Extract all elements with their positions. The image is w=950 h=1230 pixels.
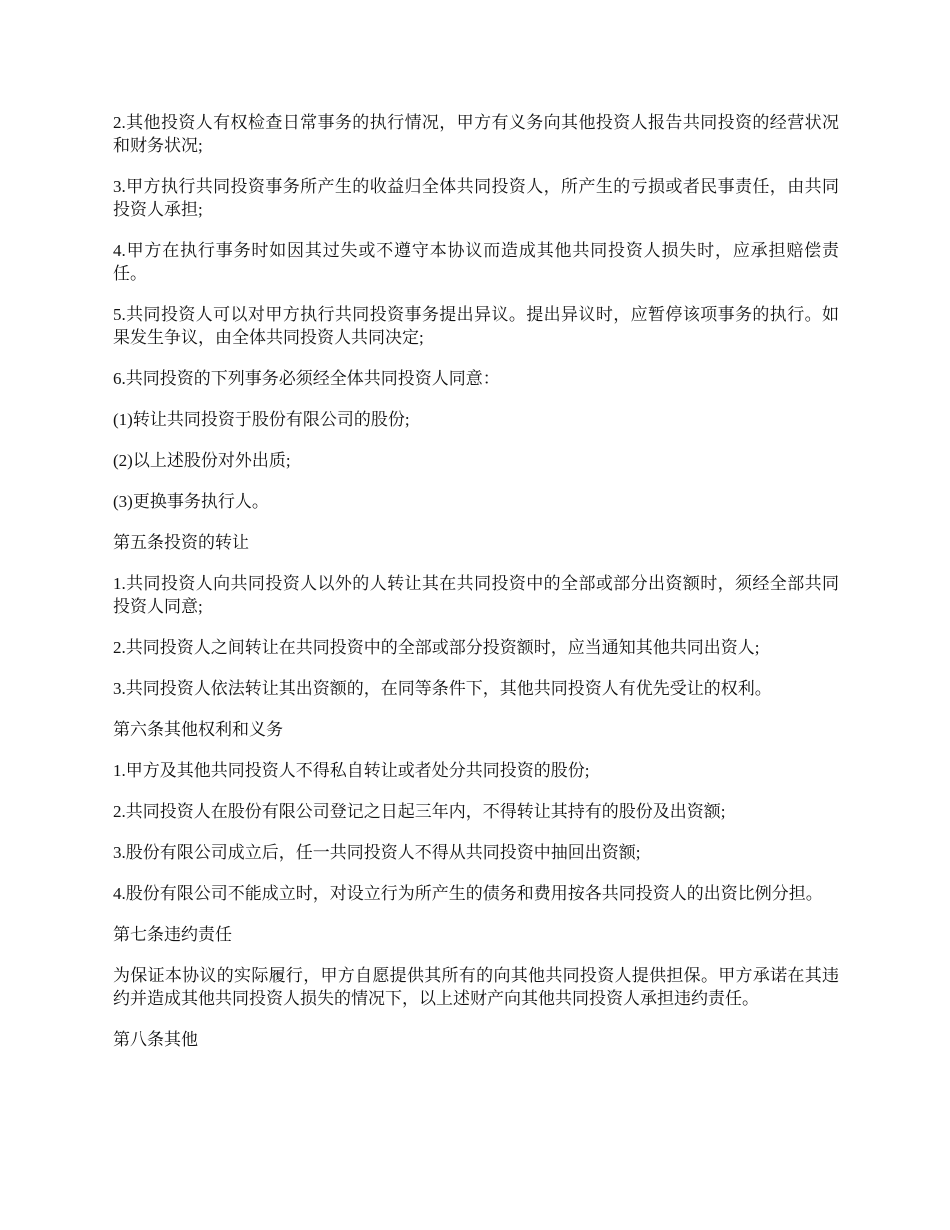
section-heading-article-8: 第八条其他 <box>113 1030 198 1049</box>
paragraph-clause-4-3: 3.甲方执行共同投资事务所产生的收益归全体共同投资人，所产生的亏损或者民事责任，由共同投资人承担; <box>113 177 839 219</box>
paragraph-article-7-body: 为保证本协议的实际履行，甲方自愿提供其所有的向其他共同投资人提供担保。甲方承诺在其违约并造成其他共同投资人损失的情况下，以上述财产向其他共同投资人承担违约责任。 <box>113 966 839 1008</box>
paragraph-clause-6-4: 4.股份有限公司不能成立时，对设立行为所产生的债务和费用按各共同投资人的出资比例分担。 <box>113 884 823 903</box>
paragraph-item-1: (1)转让共同投资于股份有限公司的股份; <box>113 410 410 429</box>
paragraph-clause-5-1: 1.共同投资人向共同投资人以外的人转让其在共同投资中的全部或部分出资额时，须经全部共同投资人同意; <box>113 574 839 616</box>
paragraph-clause-6-2: 2.共同投资人在股份有限公司登记之日起三年内，不得转让其持有的股份及出资额; <box>113 802 726 821</box>
paragraph-item-3: (3)更换事务执行人。 <box>113 492 269 511</box>
paragraph-clause-4-5: 5.共同投资人可以对甲方执行共同投资事务提出异议。提出异议时，应暂停该项事务的执行。如果发生争议，由全体共同投资人共同决定; <box>113 305 839 347</box>
document-body <box>113 111 839 1069</box>
paragraph-clause-5-2: 2.共同投资人之间转让在共同投资中的全部或部分投资额时，应当通知其他共同出资人; <box>113 638 760 657</box>
paragraph-clause-6-3: 3.股份有限公司成立后，任一共同投资人不得从共同投资中抽回出资额; <box>113 843 641 862</box>
paragraph-clause-5-3: 3.共同投资人依法转让其出资额的，在同等条件下，其他共同投资人有优先受让的权利。 <box>113 679 772 698</box>
paragraph-clause-4-2: 2.其他投资人有权检查日常事务的执行情况，甲方有义务向其他投资人报告共同投资的经营状况和财务状况; <box>113 113 839 155</box>
paragraph-clause-4-4: 4.甲方在执行事务时如因其过失或不遵守本协议而造成其他共同投资人损失时，应承担赔偿责任。 <box>113 241 839 283</box>
section-heading-article-5: 第五条投资的转让 <box>113 533 249 552</box>
section-heading-article-7: 第七条违约责任 <box>113 925 232 944</box>
section-heading-article-6: 第六条其他权利和义务 <box>113 720 283 739</box>
paragraph-clause-4-6: 6.共同投资的下列事务必须经全体共同投资人同意： <box>113 369 500 388</box>
paragraph-clause-6-1: 1.甲方及其他共同投资人不得私自转让或者处分共同投资的股份; <box>113 761 590 780</box>
paragraph-item-2: (2)以上述股份对外出质; <box>113 451 291 470</box>
